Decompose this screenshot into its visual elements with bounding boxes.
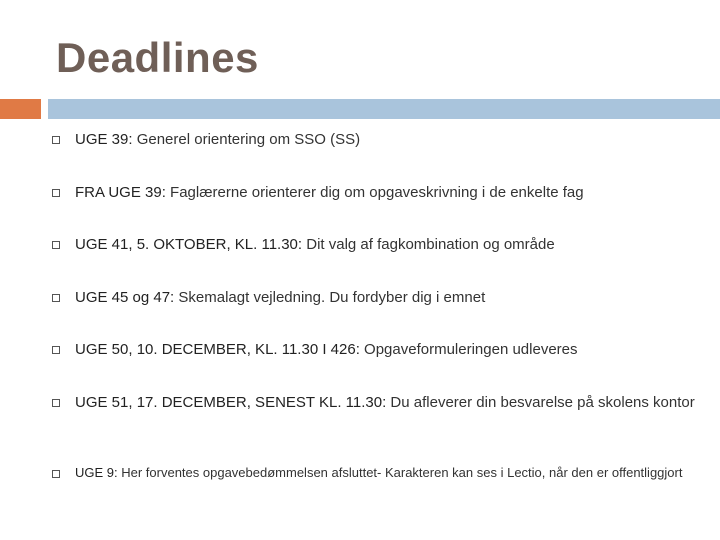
list-item: [52, 235, 712, 254]
item-lead: UGE 9:: [75, 465, 118, 480]
square-bullet-icon: [52, 136, 60, 144]
title-underline-bar: [48, 99, 720, 119]
list-item: [52, 340, 712, 359]
item-text: Faglærerne orienterer dig om opgaveskrivning i de enkelte fag: [165, 184, 584, 201]
square-bullet-icon: [52, 346, 60, 354]
accent-bar: [0, 99, 41, 119]
item-lead: UGE 45 og 47:: [75, 289, 175, 306]
square-bullet-icon: [52, 399, 60, 407]
square-bullet-icon: [52, 470, 60, 478]
item-lead: UGE 50, 10. DECEMBER, KL. 11.30 I 426:: [75, 341, 360, 358]
item-lead: UGE 39:: [75, 131, 133, 148]
item-lead: FRA UGE 39:: [75, 184, 166, 201]
list-item: [52, 288, 712, 307]
list-item: [52, 464, 712, 481]
list-item: [52, 183, 712, 202]
item-text: Dit valg af fagkombination og område: [302, 236, 555, 253]
item-text: Skemalagt vejledning. Du fordyber dig i emnet: [174, 289, 486, 306]
item-text: Generel orientering om SSO (SS): [132, 131, 361, 148]
item-lead: UGE 41, 5. OKTOBER, KL. 11.30:: [75, 236, 303, 253]
list-item: [52, 130, 712, 149]
square-bullet-icon: [52, 241, 60, 249]
item-text: Her forventes opgavebedømmelsen afsluttet- Karakteren kan ses i Lectio, når den er offentliggjort: [117, 465, 683, 480]
item-lead: UGE 51, 17. DECEMBER, SENEST KL. 11.30:: [75, 394, 387, 411]
item-text: Du afleverer din besvarelse på skolens kontor: [386, 394, 695, 411]
square-bullet-icon: [52, 294, 60, 302]
list-item: [52, 393, 712, 412]
slide-title: Deadlines: [56, 34, 259, 81]
square-bullet-icon: [52, 189, 60, 197]
item-text: Opgaveformuleringen udleveres: [359, 341, 578, 358]
